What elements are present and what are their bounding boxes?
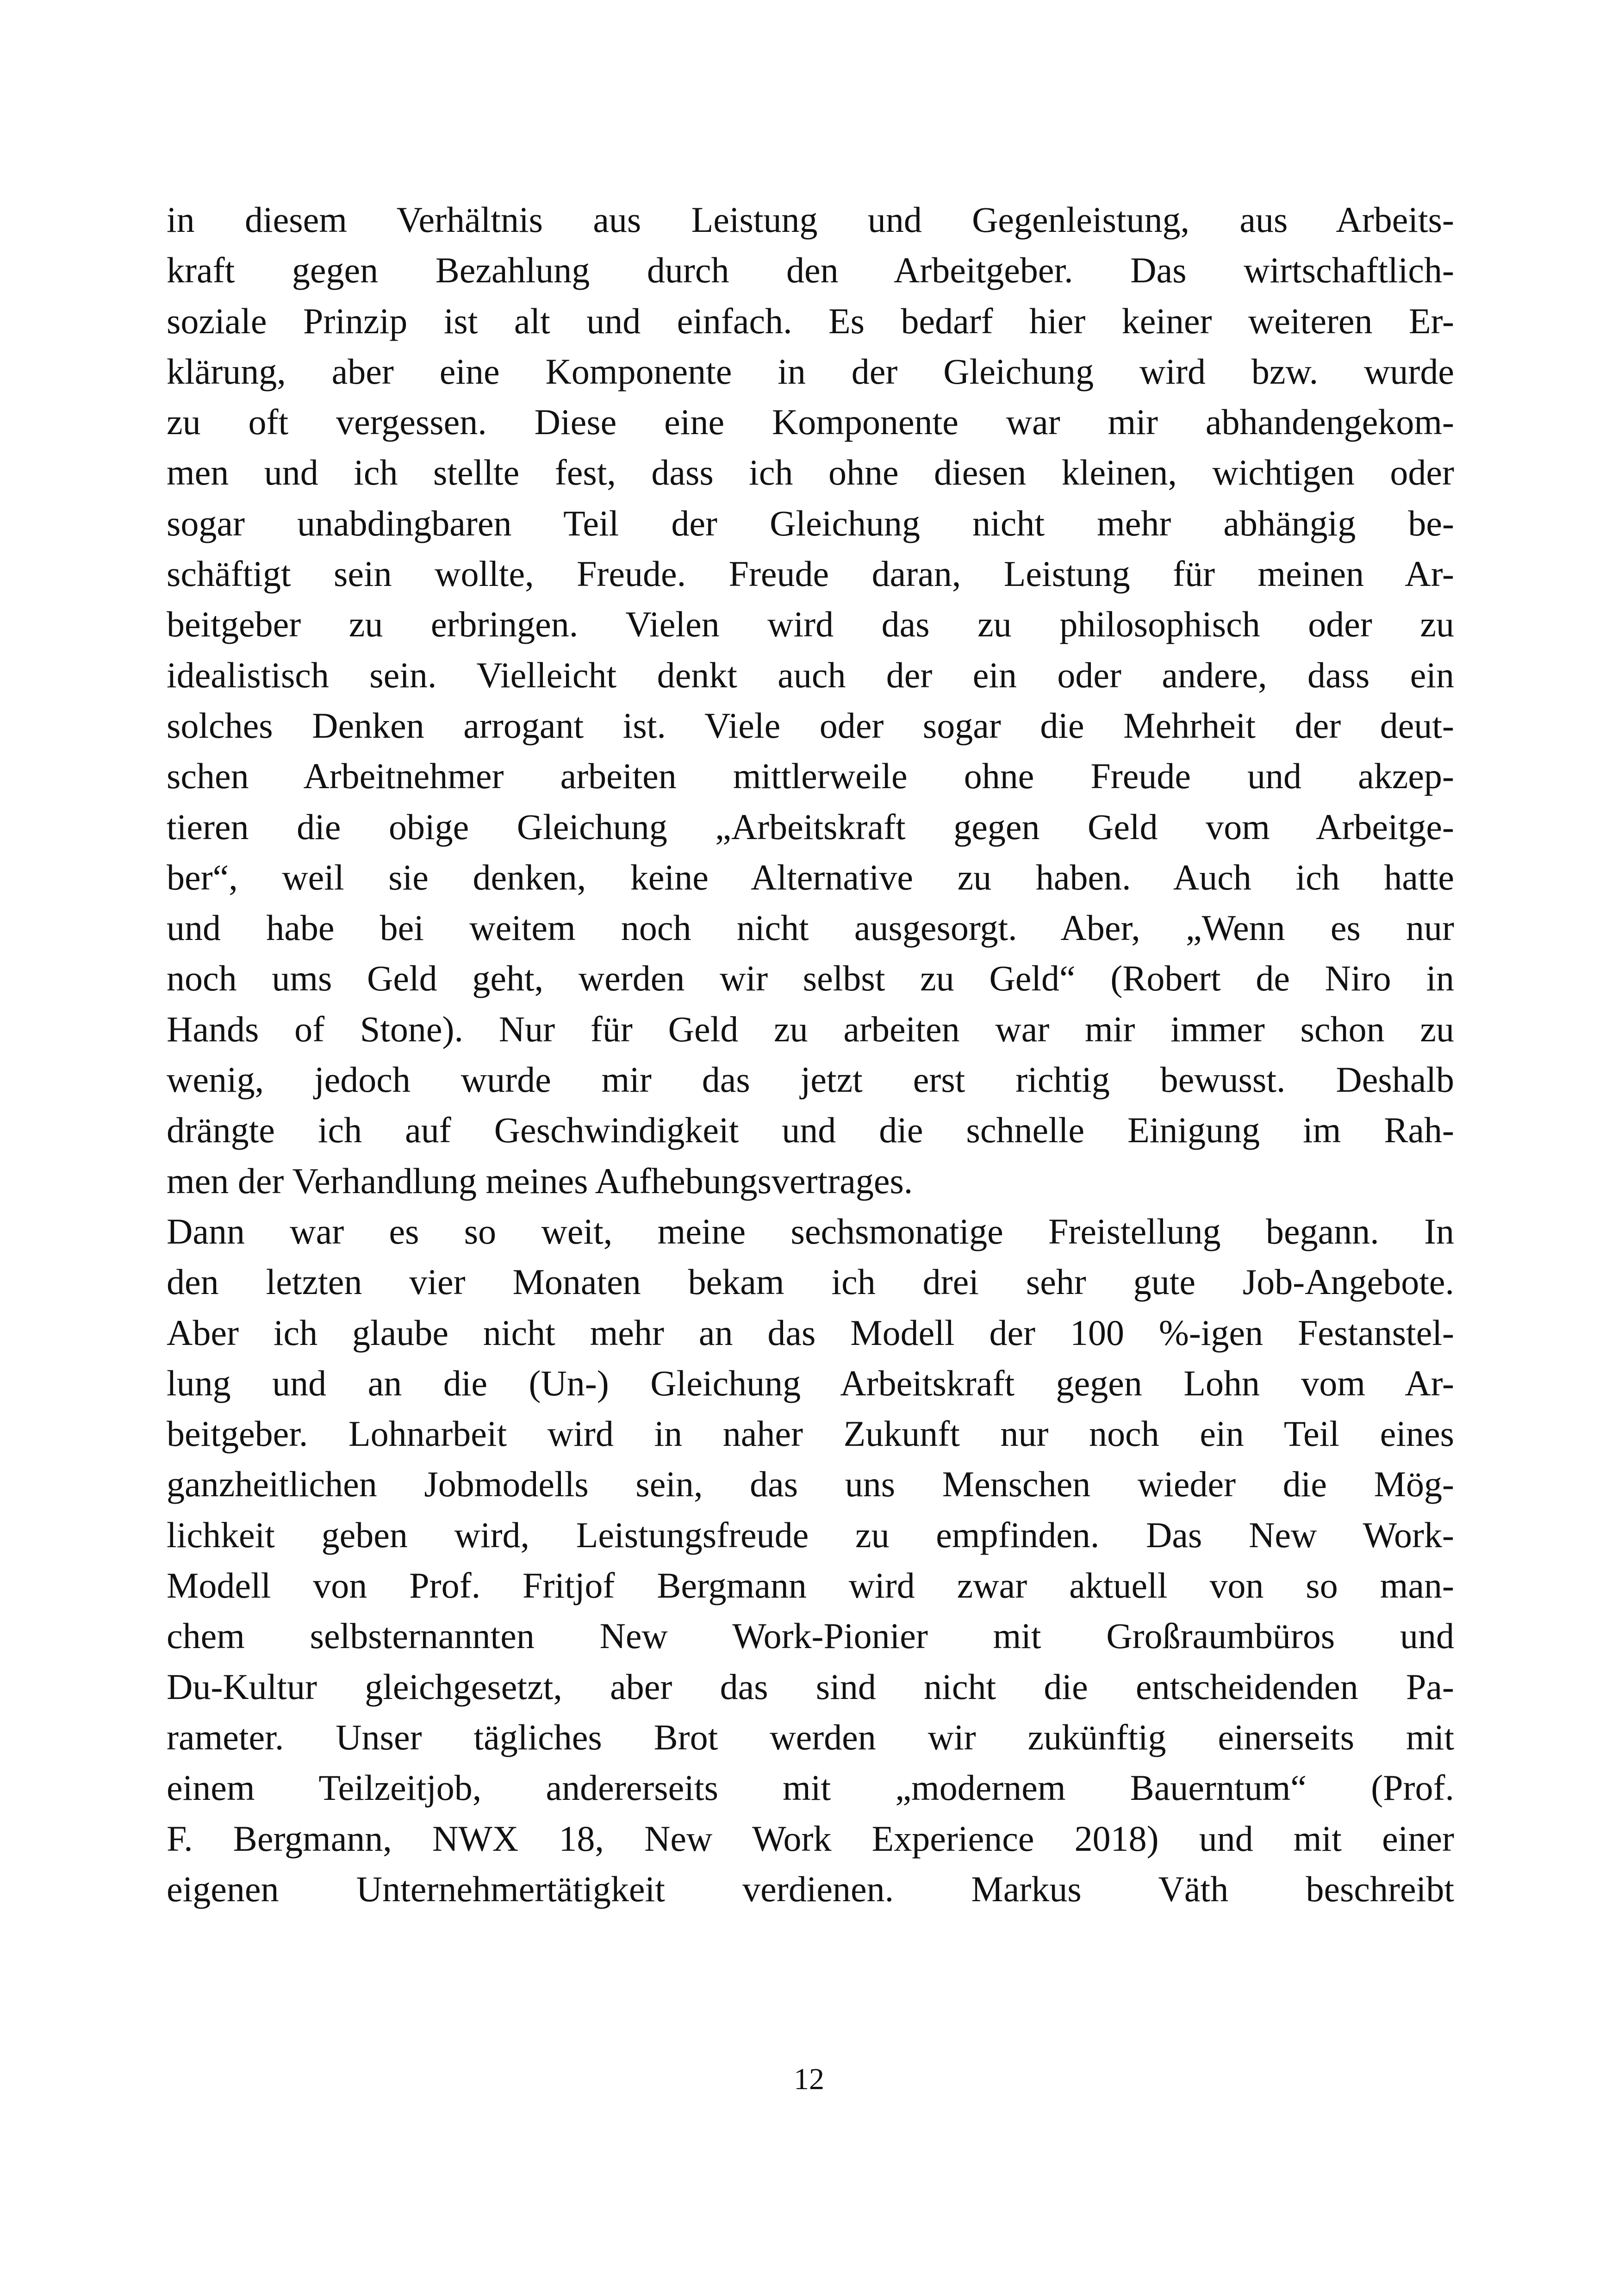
text-line: drängte ich auf Geschwindigkeit und die schnelle Einigung im Rah- [167,1110,1454,1151]
text-line: eigenen Unternehmertätigkeit verdienen. Markus Väth beschreibt [167,1868,1454,1909]
text-line: lichkeit geben wird, Leistungsfreude zu empfinden. Das New Work- [167,1514,1454,1555]
text-line: beitgeber zu erbringen. Vielen wird das zu philosophisch oder zu [167,604,1454,645]
text-line: beitgeber. Lohnarbeit wird in naher Zukunft nur noch ein Teil eines [167,1413,1454,1454]
paragraph-1 [167,194,1454,1206]
text-line: solches Denken arrogant ist. Viele oder sogar die Mehrheit der deut- [167,705,1454,746]
text-line: kraft gegen Bezahlung durch den Arbeitgeber. Das wirtschaftlich- [167,250,1454,291]
text-line: sogar unabdingbaren Teil der Gleichung nicht mehr abhängig be- [167,503,1454,543]
text-line: noch ums Geld geht, werden wir selbst zu Geld“ (Robert de Niro in [167,958,1454,999]
body-text [167,194,1454,1914]
text-line: Aber ich glaube nicht mehr an das Modell der 100 %-igen Festanstel- [167,1312,1454,1353]
text-line: idealistisch sein. Vielleicht denkt auch der ein oder andere, dass ein [167,654,1454,695]
text-line: Du-Kultur gleichgesetzt, aber das sind nicht die entscheidenden Pa- [167,1666,1454,1707]
text-line: den letzten vier Monaten bekam ich drei sehr gute Job-Angebote. [167,1262,1454,1302]
text-line: ber“, weil sie denken, keine Alternative zu haben. Auch ich hatte [167,857,1454,897]
text-line: men und ich stellte fest, dass ich ohne diesen kleinen, wichtigen oder [167,452,1454,493]
text-line: schäftigt sein wollte, Freude. Freude daran, Leistung für meinen Ar- [167,554,1454,594]
text-line: und habe bei weitem noch nicht ausgesorgt. Aber, „Wenn es nur [167,908,1454,948]
text-line: ganzheitlichen Jobmodells sein, das uns Menschen wieder die Mög- [167,1464,1454,1505]
text-line: Hands of Stone). Nur für Geld zu arbeiten war mir immer schon zu [167,1008,1454,1049]
text-line: in diesem Verhältnis aus Leistung und Gegenleistung, aus Arbeits- [167,199,1454,240]
text-line: F. Bergmann, NWX 18, New Work Experience 2018) und mit einer [167,1818,1454,1859]
text-line: einem Teilzeitjob, andererseits mit „modernem Bauerntum“ (Prof. [167,1767,1454,1808]
text-line: Dann war es so weit, meine sechsmonatige Freistellung begann. In [167,1211,1454,1251]
text-line: klärung, aber eine Komponente in der Gleichung wird bzw. wurde [167,351,1454,392]
text-line: wenig, jedoch wurde mir das jetzt erst richtig bewusst. Deshalb [167,1059,1454,1100]
text-line: schen Arbeitnehmer arbeiten mittlerweile ohne Freude und akzep- [167,756,1454,796]
text-line: chem selbsternannten New Work-Pionier mit Großraumbüros und [167,1616,1454,1656]
page-number: 12 [794,2062,824,2096]
text-line: rameter. Unser tägliches Brot werden wir zukünftig einerseits mit [167,1717,1454,1757]
text-line: tieren die obige Gleichung „Arbeitskraft gegen Geld vom Arbeitge- [167,806,1454,847]
text-line: Modell von Prof. Fritjof Bergmann wird zwar aktuell von so man- [167,1565,1454,1606]
paragraph-2 [167,1206,1454,1914]
text-line: soziale Prinzip ist alt und einfach. Es bedarf hier keiner weiteren Er- [167,300,1454,341]
text-line: zu oft vergessen. Diese eine Komponente war mir abhandengekom- [167,402,1454,442]
text-line: men der Verhandlung meines Aufhebungsvertrages. [167,1160,913,1201]
text-line: lung und an die (Un-) Gleichung Arbeitskraft gegen Lohn vom Ar- [167,1363,1454,1403]
